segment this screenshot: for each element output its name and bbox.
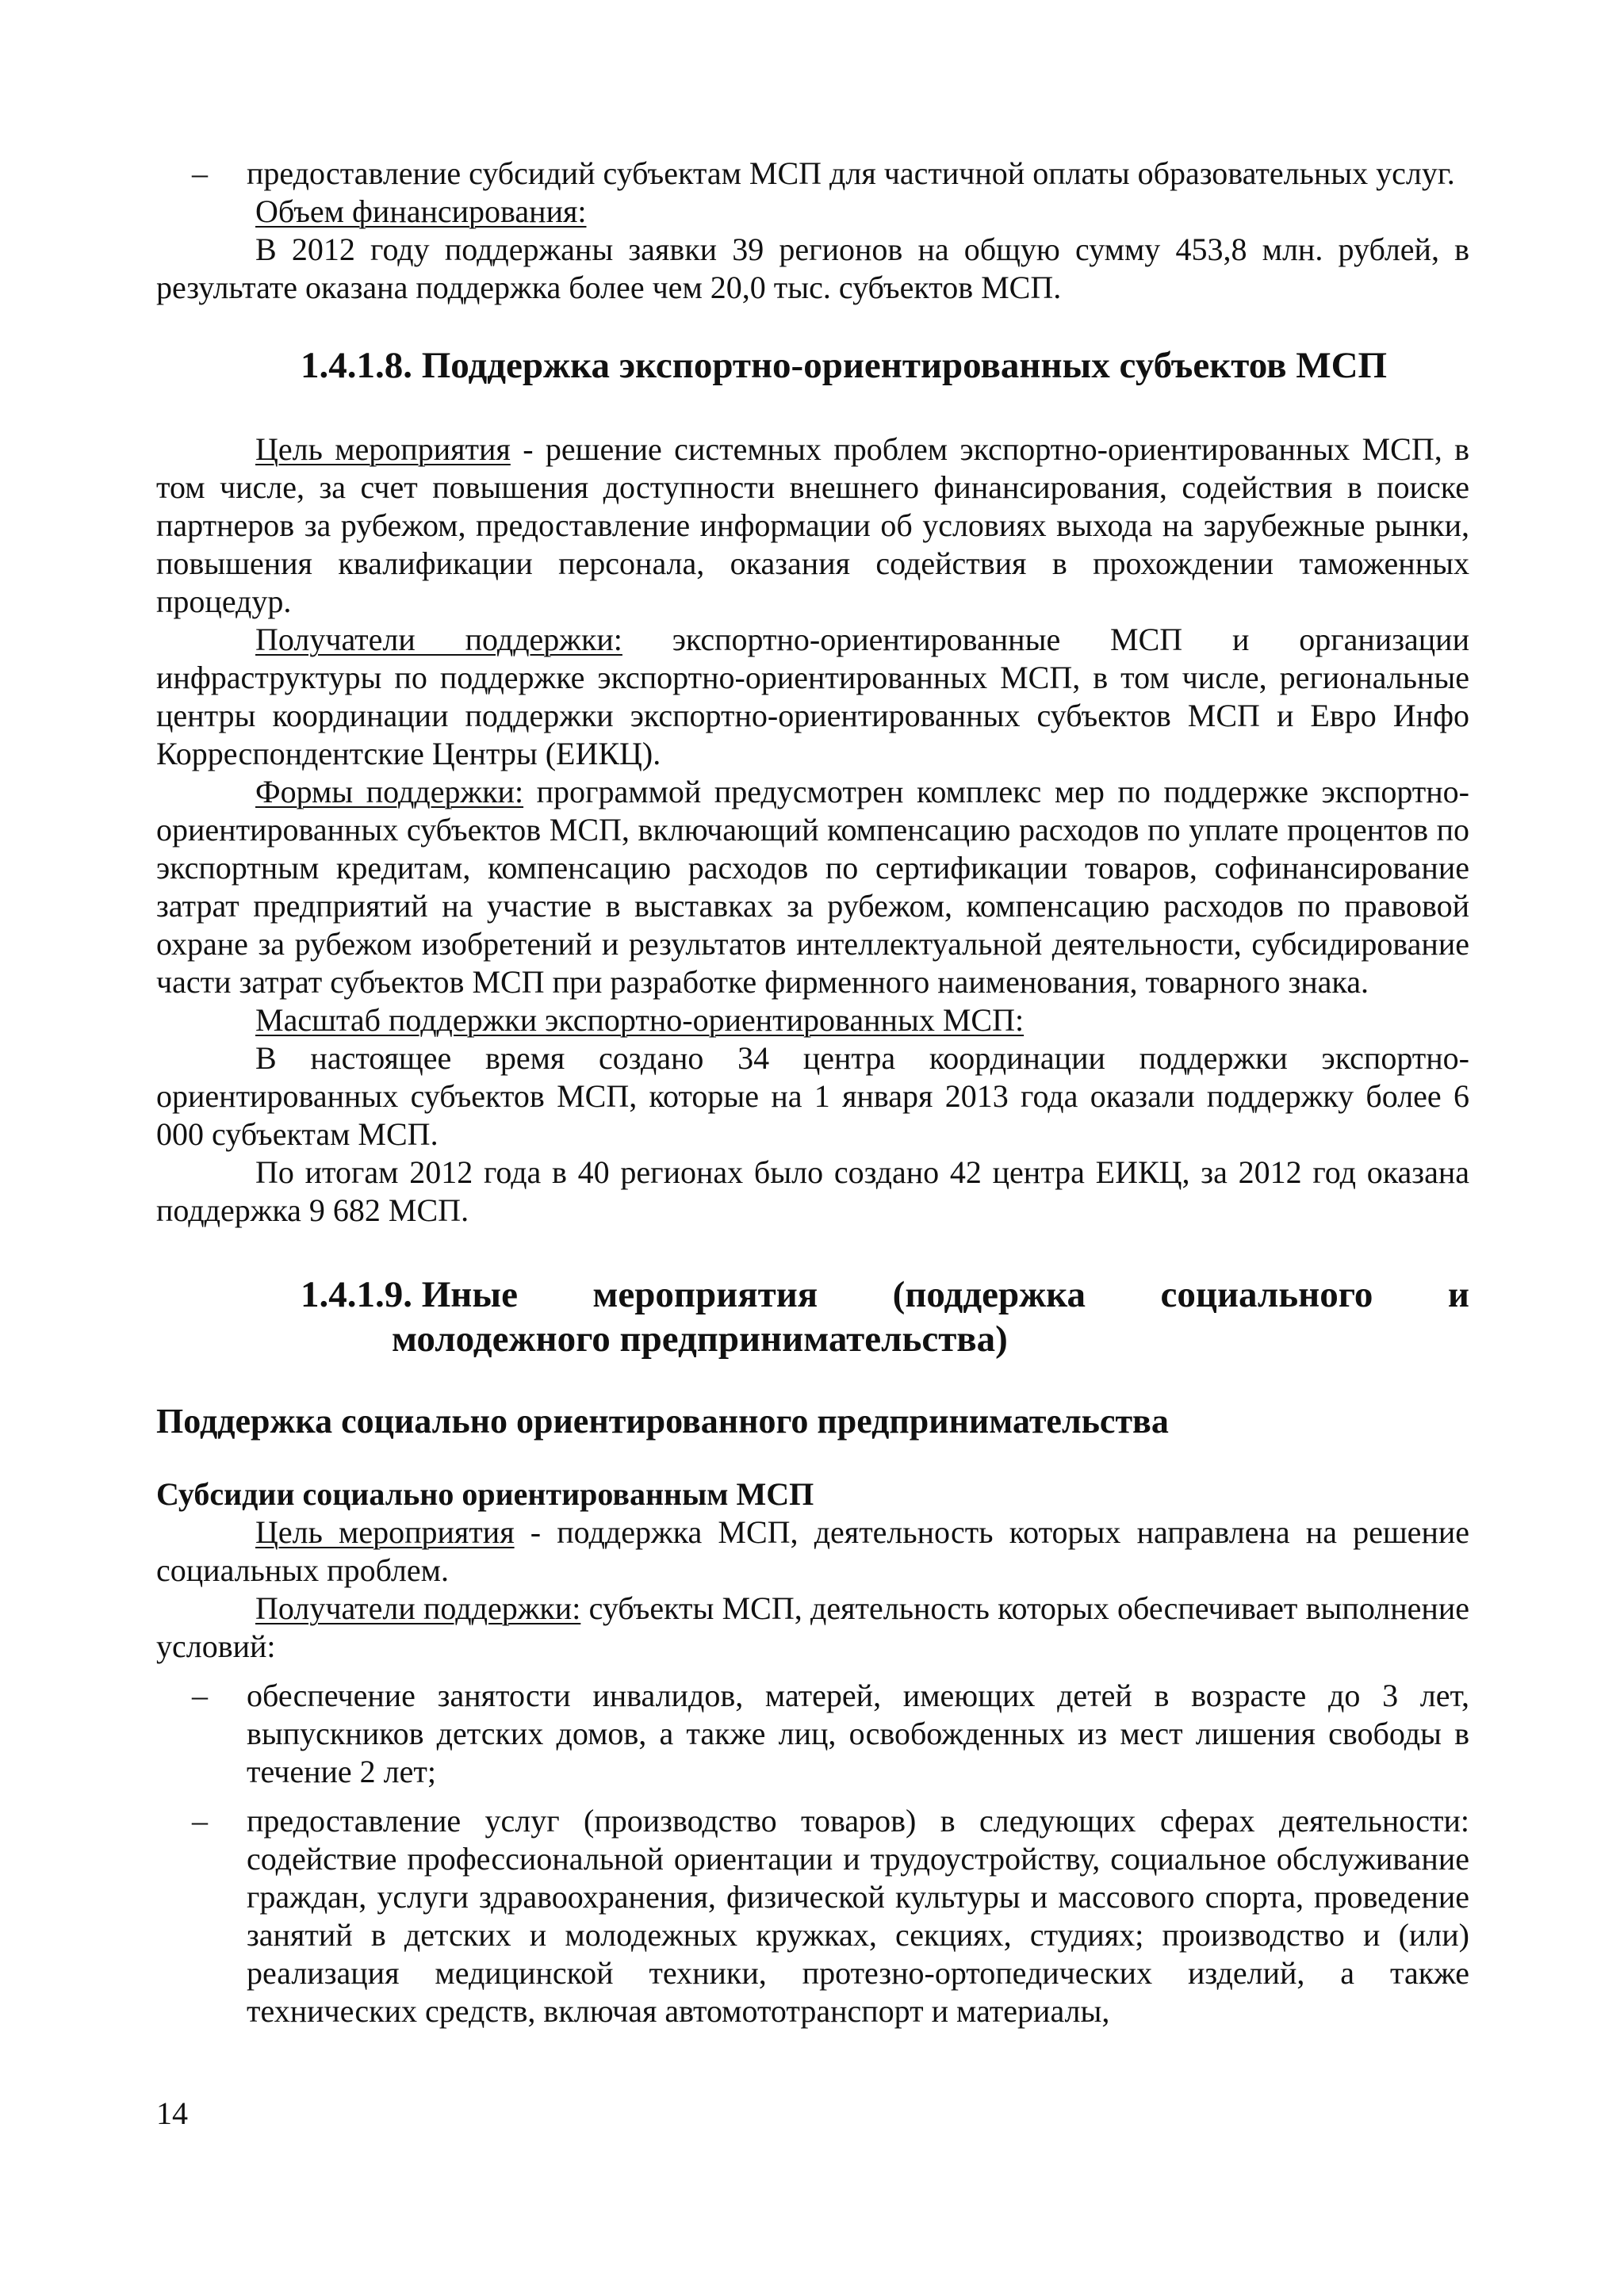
forms-label: Формы поддержки:	[255, 774, 524, 809]
bullet-dash: –	[192, 1803, 208, 1839]
page-number: 14	[156, 2095, 188, 2131]
bullet-dash: –	[192, 155, 208, 191]
social-recipients-label: Получатели поддержки:	[255, 1590, 581, 1626]
section-heading-1419-line1	[156, 1272, 1469, 1317]
social-recipients-text: субъекты МСП, деятельность которых обеспечивает выполнение условий:	[156, 1590, 1469, 1664]
section-heading-1418: 1.4.1.8. Поддержка экспортно-ориентированных субъектов МСП	[301, 345, 1388, 386]
heading-word: мероприятия	[592, 1274, 818, 1315]
recipients-text: экспортно-ориентированные МСП и организации инфраструктуры по поддержке экспортно-ориентированных МСП, в том числе, региональные центры координации поддержки экспортно-ориентированных субъектов МСП и Евро Инфо Корреспондентские Центры (ЕИКЦ).	[156, 622, 1469, 771]
document-page	[156, 155, 1469, 2030]
list-item	[156, 1677, 1469, 1791]
paragraph-financing-label	[156, 193, 1469, 231]
social-goal-label: Цель мероприятия	[255, 1514, 515, 1550]
bullet-text: предоставление субсидий субъектам МСП для частичной оплаты образовательных услуг.	[247, 155, 1455, 191]
list-item	[156, 1802, 1469, 2030]
social-goal-text: - поддержка МСП, деятельность которых направлена на решение социальных проблем.	[156, 1514, 1470, 1588]
paragraph-social-goal	[156, 1513, 1469, 1590]
paragraph-results: По итогам 2012 года в 40 регионах было создано 42 центра ЕИКЦ, за 2012 год оказана поддержка 9 682 МСП.	[156, 1154, 1469, 1228]
section-heading-1419	[156, 1272, 1469, 1361]
heading-word: социального	[1160, 1274, 1373, 1315]
paragraph-social-recipients	[156, 1590, 1469, 1666]
heading-word: и	[1447, 1274, 1469, 1315]
bullet-text: обеспечение занятости инвалидов, матерей, имеющих детей в возрасте до 3 лет, выпускников детских домов, а также лиц, освобожденных из мест лишения свободы в течение 2 лет;	[247, 1678, 1469, 1789]
financing-label: Объем финансирования:	[255, 193, 587, 229]
heading-word: 1.4.1.9. Иные	[301, 1274, 518, 1315]
paragraph-forms	[156, 773, 1469, 1001]
scale-label: Масштаб поддержки экспортно-ориентированных МСП:	[255, 1002, 1025, 1038]
paragraph-recipients	[156, 621, 1469, 773]
goal-text: - решение системных проблем экспортно-ориентированных МСП, в том числе, за счет повышения доступности внешнего финансирования, содействия в поиске партнеров за рубежом, предоставление информации об условиях выхода на зарубежные рынки, повышения квалификации персонала, оказания содействия в прохождении таможенных процедур.	[156, 431, 1470, 619]
paragraph-goal	[156, 430, 1469, 621]
list-item	[156, 155, 1469, 193]
subsection-heading-social: Поддержка социально ориентированного предпринимательства	[156, 1402, 1169, 1441]
paragraph-financing: В 2012 году поддержаны заявки 39 регионов на общую сумму 453,8 млн. рублей, в результате оказана поддержка более чем 20,0 тыс. субъектов МСП.	[156, 232, 1469, 305]
bullet-text: предоставление услуг (производство товаров) в следующих сферах деятельности: содействие профессиональной ориентации и трудоустройству, социальное обслуживание граждан, услуги здравоохранения, физической культуры и массового спорта, проведение занятий в детских и молодежных кружках, секциях, студиях; производство и (или) реализация медицинской техники, протезно-ортопедических изделий, а также технических средств, включая автомототранспорт и материалы,	[247, 1803, 1469, 2029]
subsubsection-heading-subsidies: Субсидии социально ориентированным МСП	[156, 1476, 814, 1512]
section-heading-1419-line2: молодежного предпринимательства)	[392, 1318, 1008, 1360]
forms-text: программой предусмотрен комплекс мер по поддержке экспортно-ориентированных субъектов МСП, включающий компенсацию расходов по уплате процентов по экспортным кредитам, компенсацию расходов по сертификации товаров, софинансирование затрат предприятий на участие в выставках за рубежом, компенсацию расходов по правовой охране за рубежом изобретений и результатов интеллектуальной деятельности, субсидирование части затрат субъектов МСП при разработке фирменного наименования, товарного знака.	[156, 774, 1469, 1000]
paragraph-scale: В настоящее время создано 34 центра координации поддержки экспортно-ориентированных субъектов МСП, которые на 1 января 2013 года оказали поддержку более 6 000 субъектам МСП.	[156, 1040, 1469, 1152]
paragraph-scale-label	[156, 1001, 1469, 1039]
recipients-label: Получатели поддержки:	[255, 622, 622, 657]
heading-word: (поддержка	[892, 1274, 1086, 1315]
bullet-dash: –	[192, 1678, 208, 1713]
goal-label: Цель мероприятия	[255, 431, 511, 467]
